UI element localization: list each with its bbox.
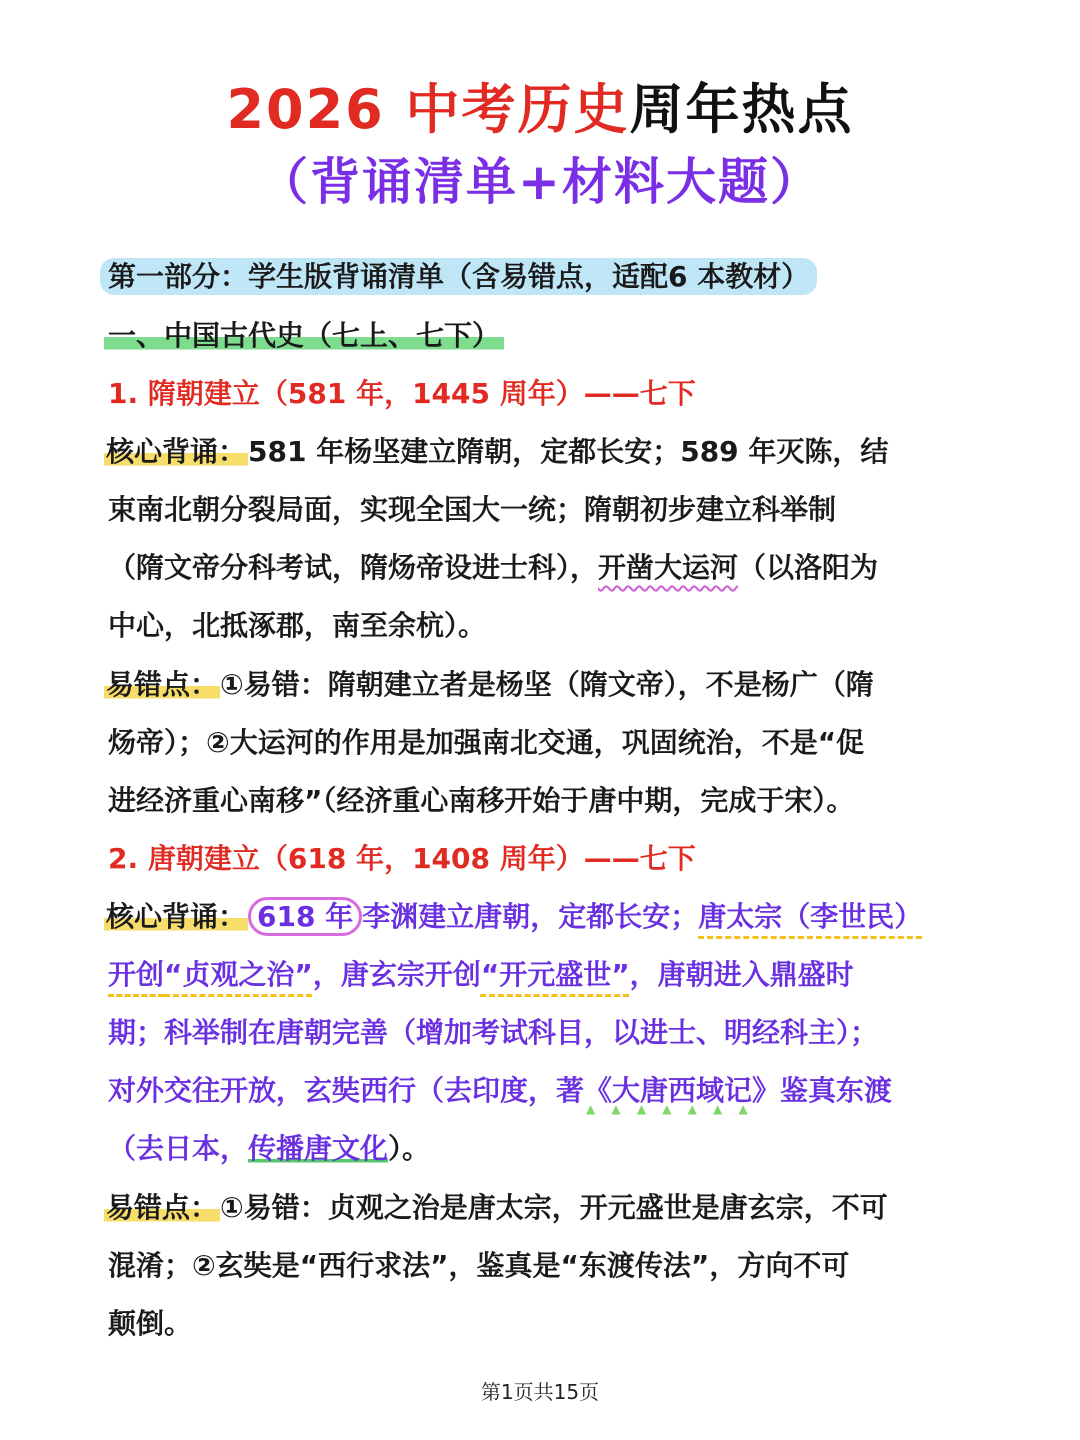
part-heading bbox=[108, 257, 978, 297]
item2-core-line4 bbox=[108, 1071, 978, 1111]
page-number: 第1页共15页 bbox=[480, 1380, 600, 1404]
item1-err-line3: 进经济重心南移”（经济重心南移开始于唐中期，完成于宋）。 bbox=[108, 784, 855, 817]
section-heading bbox=[108, 316, 978, 356]
item2-core-text2c: ，唐玄宗开创 bbox=[312, 958, 481, 991]
err-label: 易错点： bbox=[106, 1191, 219, 1224]
item1-heading: 1. 隋朝建立（581 年，1445 周年）——七下 bbox=[108, 377, 696, 410]
item2-core-line2 bbox=[108, 955, 978, 995]
section-heading-text: 一、中国古代史（七上、七下） bbox=[104, 319, 504, 352]
item2-heading: 2. 唐朝建立（618 年，1408 周年）——七下 bbox=[108, 842, 696, 875]
zhenguan-dashed: “贞观之治” bbox=[164, 958, 313, 991]
item2-core-line3: 期；科举制在唐朝完善（增加考试科目，以进士、明经科主）； bbox=[108, 1016, 879, 1049]
item2-core-text2a: 开创 bbox=[108, 958, 165, 991]
xiyuji-triangle-mark: 《大唐西域记》 ▲ ▲ ▲ ▲ ▲ ▲ ▲ bbox=[584, 1074, 780, 1107]
core-label: 核心背诵： bbox=[106, 900, 247, 933]
item1-core-text1: 581 年杨坚建立隋朝，定都长安；589 年灭陈，结 bbox=[248, 435, 889, 468]
part-heading-text: 第一部分：学生版背诵清单（含易错点，适配6 本教材） bbox=[100, 258, 817, 295]
title-red-text: 中考历史 bbox=[405, 78, 630, 141]
page-subtitle: （背诵清单+材料大题） bbox=[258, 153, 822, 211]
kaiyuan-dashed: “开元盛世” bbox=[480, 958, 630, 991]
core-label: 核心背诵： bbox=[106, 435, 247, 468]
item2-err-text1: ①易错：贞观之治是唐太宗，开元盛世是唐玄宗，不可 bbox=[220, 1191, 888, 1224]
item1-core-text3a: （隋文帝分科考试，隋炀帝设进士科）， bbox=[108, 551, 599, 584]
item2-core-line1 bbox=[108, 897, 978, 937]
item2-core-text4c: 鉴真东渡 bbox=[780, 1074, 893, 1107]
item1-err-line1 bbox=[108, 665, 978, 705]
item2-core-text1a: 李渊建立唐朝，定都长安； bbox=[362, 900, 699, 933]
item2-core-text5a: （去日本， bbox=[108, 1132, 249, 1165]
circled-year: 618 年 bbox=[248, 897, 362, 936]
taizong-dashed: 唐太宗（李世民） bbox=[698, 900, 923, 933]
item2-core-line5 bbox=[108, 1129, 978, 1169]
item1-core-text3c: （以洛阳为 bbox=[738, 551, 879, 584]
item2-err-line2: 混淆；②玄奘是“西行求法”，鉴真是“东渡传法”，方向不可 bbox=[108, 1249, 850, 1282]
canal-wavy-underline: 开凿大运河 bbox=[598, 551, 739, 584]
title-black-text: 周年热点 bbox=[629, 78, 854, 141]
item2-err-line1 bbox=[108, 1188, 978, 1228]
item1-core-line3 bbox=[108, 548, 978, 588]
item1-core-line2: 束南北朝分裂局面，实现全国大一统；隋朝初步建立科举制 bbox=[108, 493, 837, 526]
item2-core-text4a: 对外交往开放，玄奘西行（去印度，著 bbox=[108, 1074, 585, 1107]
item1-core-line1 bbox=[108, 432, 978, 472]
item1-err-text1: ①易错：隋朝建立者是杨坚（隋文帝），不是杨广（隋 bbox=[220, 668, 874, 701]
item1-core-line4: 中心，北抵涿郡，南至余杭）。 bbox=[108, 609, 487, 642]
item2-err-line3: 颠倒。 bbox=[108, 1307, 193, 1340]
item2-core-text5c: ）。 bbox=[388, 1132, 431, 1165]
title-year: 2026 bbox=[226, 78, 385, 141]
err-label: 易错点： bbox=[106, 668, 219, 701]
item2-core-text2e: ，唐朝进入鼎盛时 bbox=[629, 958, 854, 991]
item1-err-line2: 炀帝）；②大运河的作用是加强南北交通，巩固统治，不是“促 bbox=[108, 726, 865, 759]
culture-green-underline: 传播唐文化 bbox=[248, 1132, 389, 1165]
page-title bbox=[0, 78, 1080, 142]
